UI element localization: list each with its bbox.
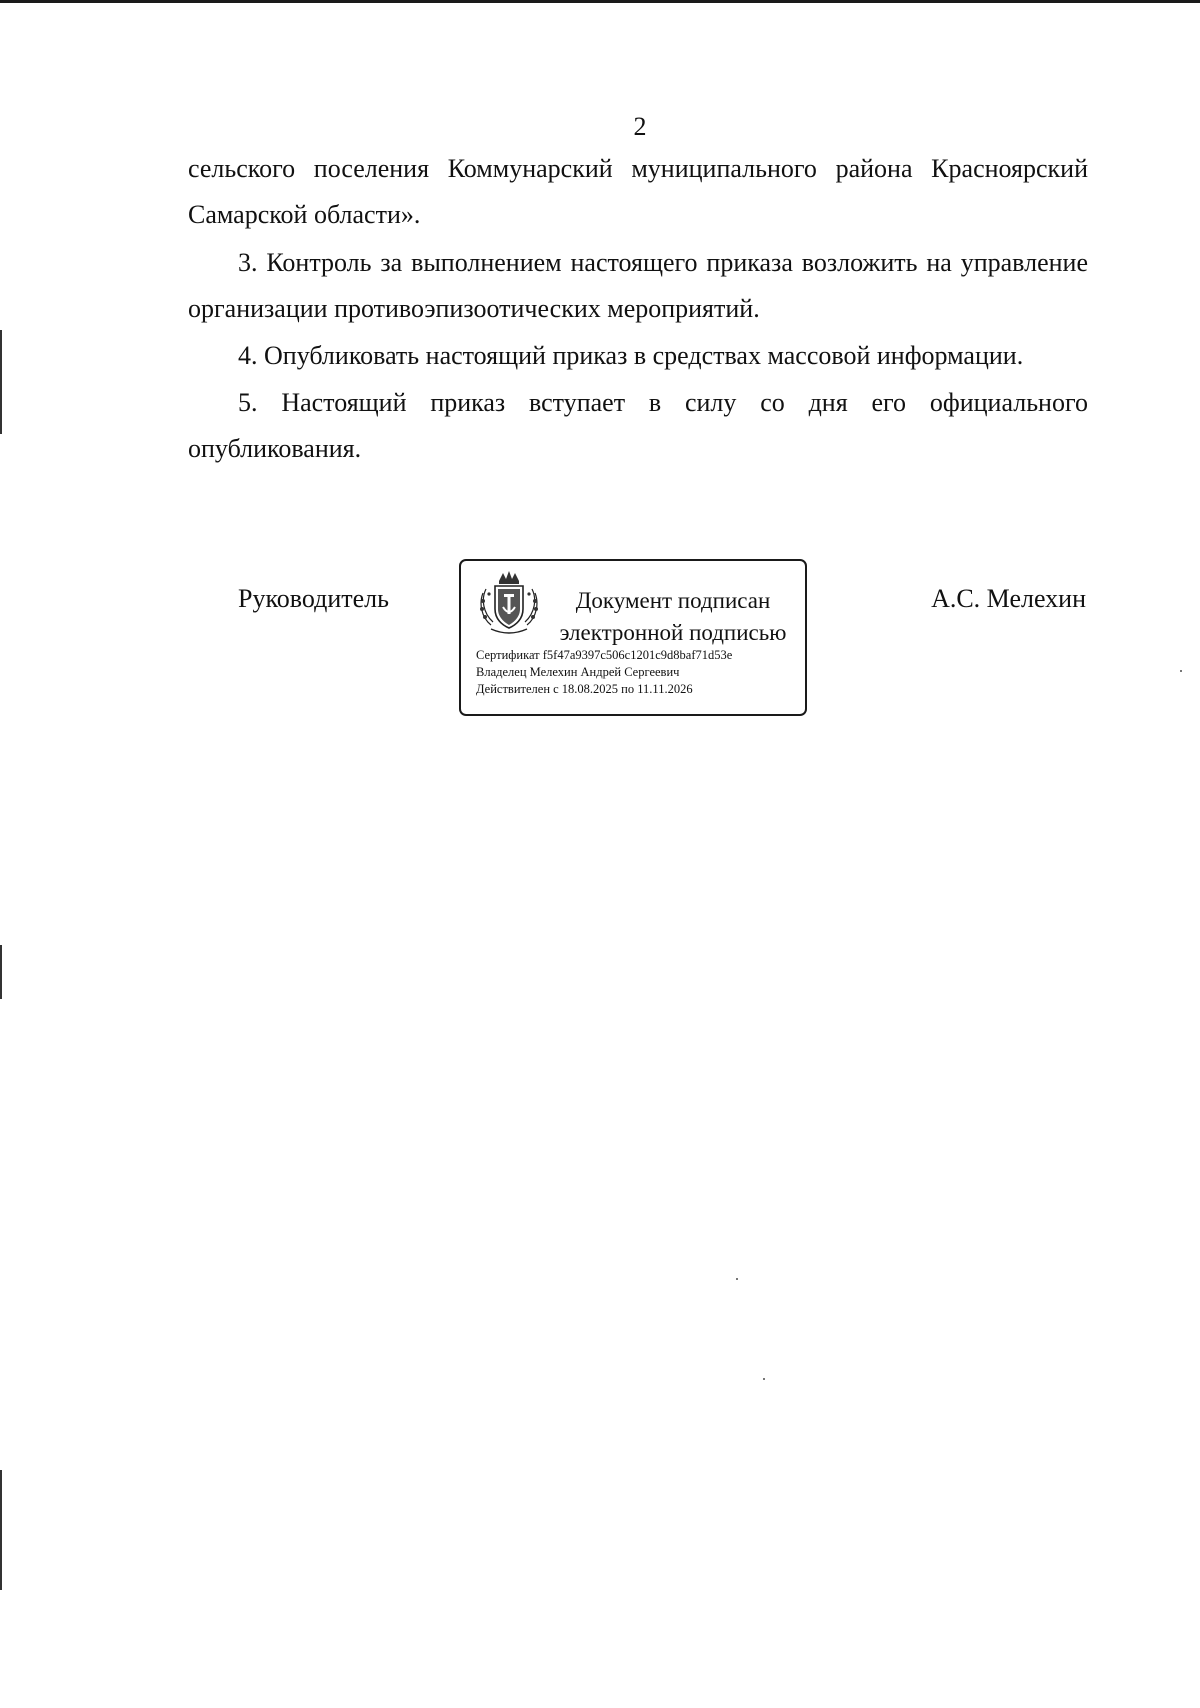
paragraph-item-5: 5. Настоящий приказ вступает в силу со дня его официального опубликования. bbox=[188, 388, 1088, 463]
esignature-heading-line2: электронной подписью bbox=[559, 620, 787, 645]
electronic-signature-stamp bbox=[459, 559, 807, 716]
scan-speck bbox=[736, 1278, 738, 1280]
samara-coat-of-arms-icon bbox=[477, 567, 541, 635]
scan-speck bbox=[763, 1378, 765, 1380]
esignature-heading bbox=[553, 585, 793, 649]
esignature-certificate: Сертификат f5f47a9397c506c1201c9d8baf71d53e bbox=[476, 648, 733, 662]
esignature-validity: Действителен с 18.08.2025 по 11.11.2026 bbox=[476, 682, 693, 696]
esignature-owner: Владелец Мелехин Андрей Сергеевич bbox=[476, 665, 680, 679]
scan-edge-mark bbox=[0, 1470, 2, 1590]
page-number: 2 bbox=[633, 112, 647, 141]
esignature-details bbox=[476, 647, 732, 698]
scan-edge-mark bbox=[0, 330, 2, 434]
scan-speck bbox=[1180, 670, 1182, 672]
signer-title: Руководитель bbox=[238, 584, 389, 613]
esignature-heading-line1: Документ подписан bbox=[575, 588, 771, 613]
signer-name: А.С. Мелехин bbox=[931, 584, 1086, 613]
paragraph-item-3: 3. Контроль за выполнением настоящего приказа возложить на управление организации противоэпизоотических мероприятий. bbox=[188, 248, 1088, 323]
scan-edge-mark bbox=[0, 945, 2, 999]
scan-top-edge bbox=[0, 0, 1200, 3]
paragraph-continuation: сельского поселения Коммунарский муниципального района Красноярский Самарской области». bbox=[188, 154, 1088, 229]
paragraph-item-4: 4. Опубликовать настоящий приказ в средствах массовой информации. bbox=[238, 341, 1024, 370]
